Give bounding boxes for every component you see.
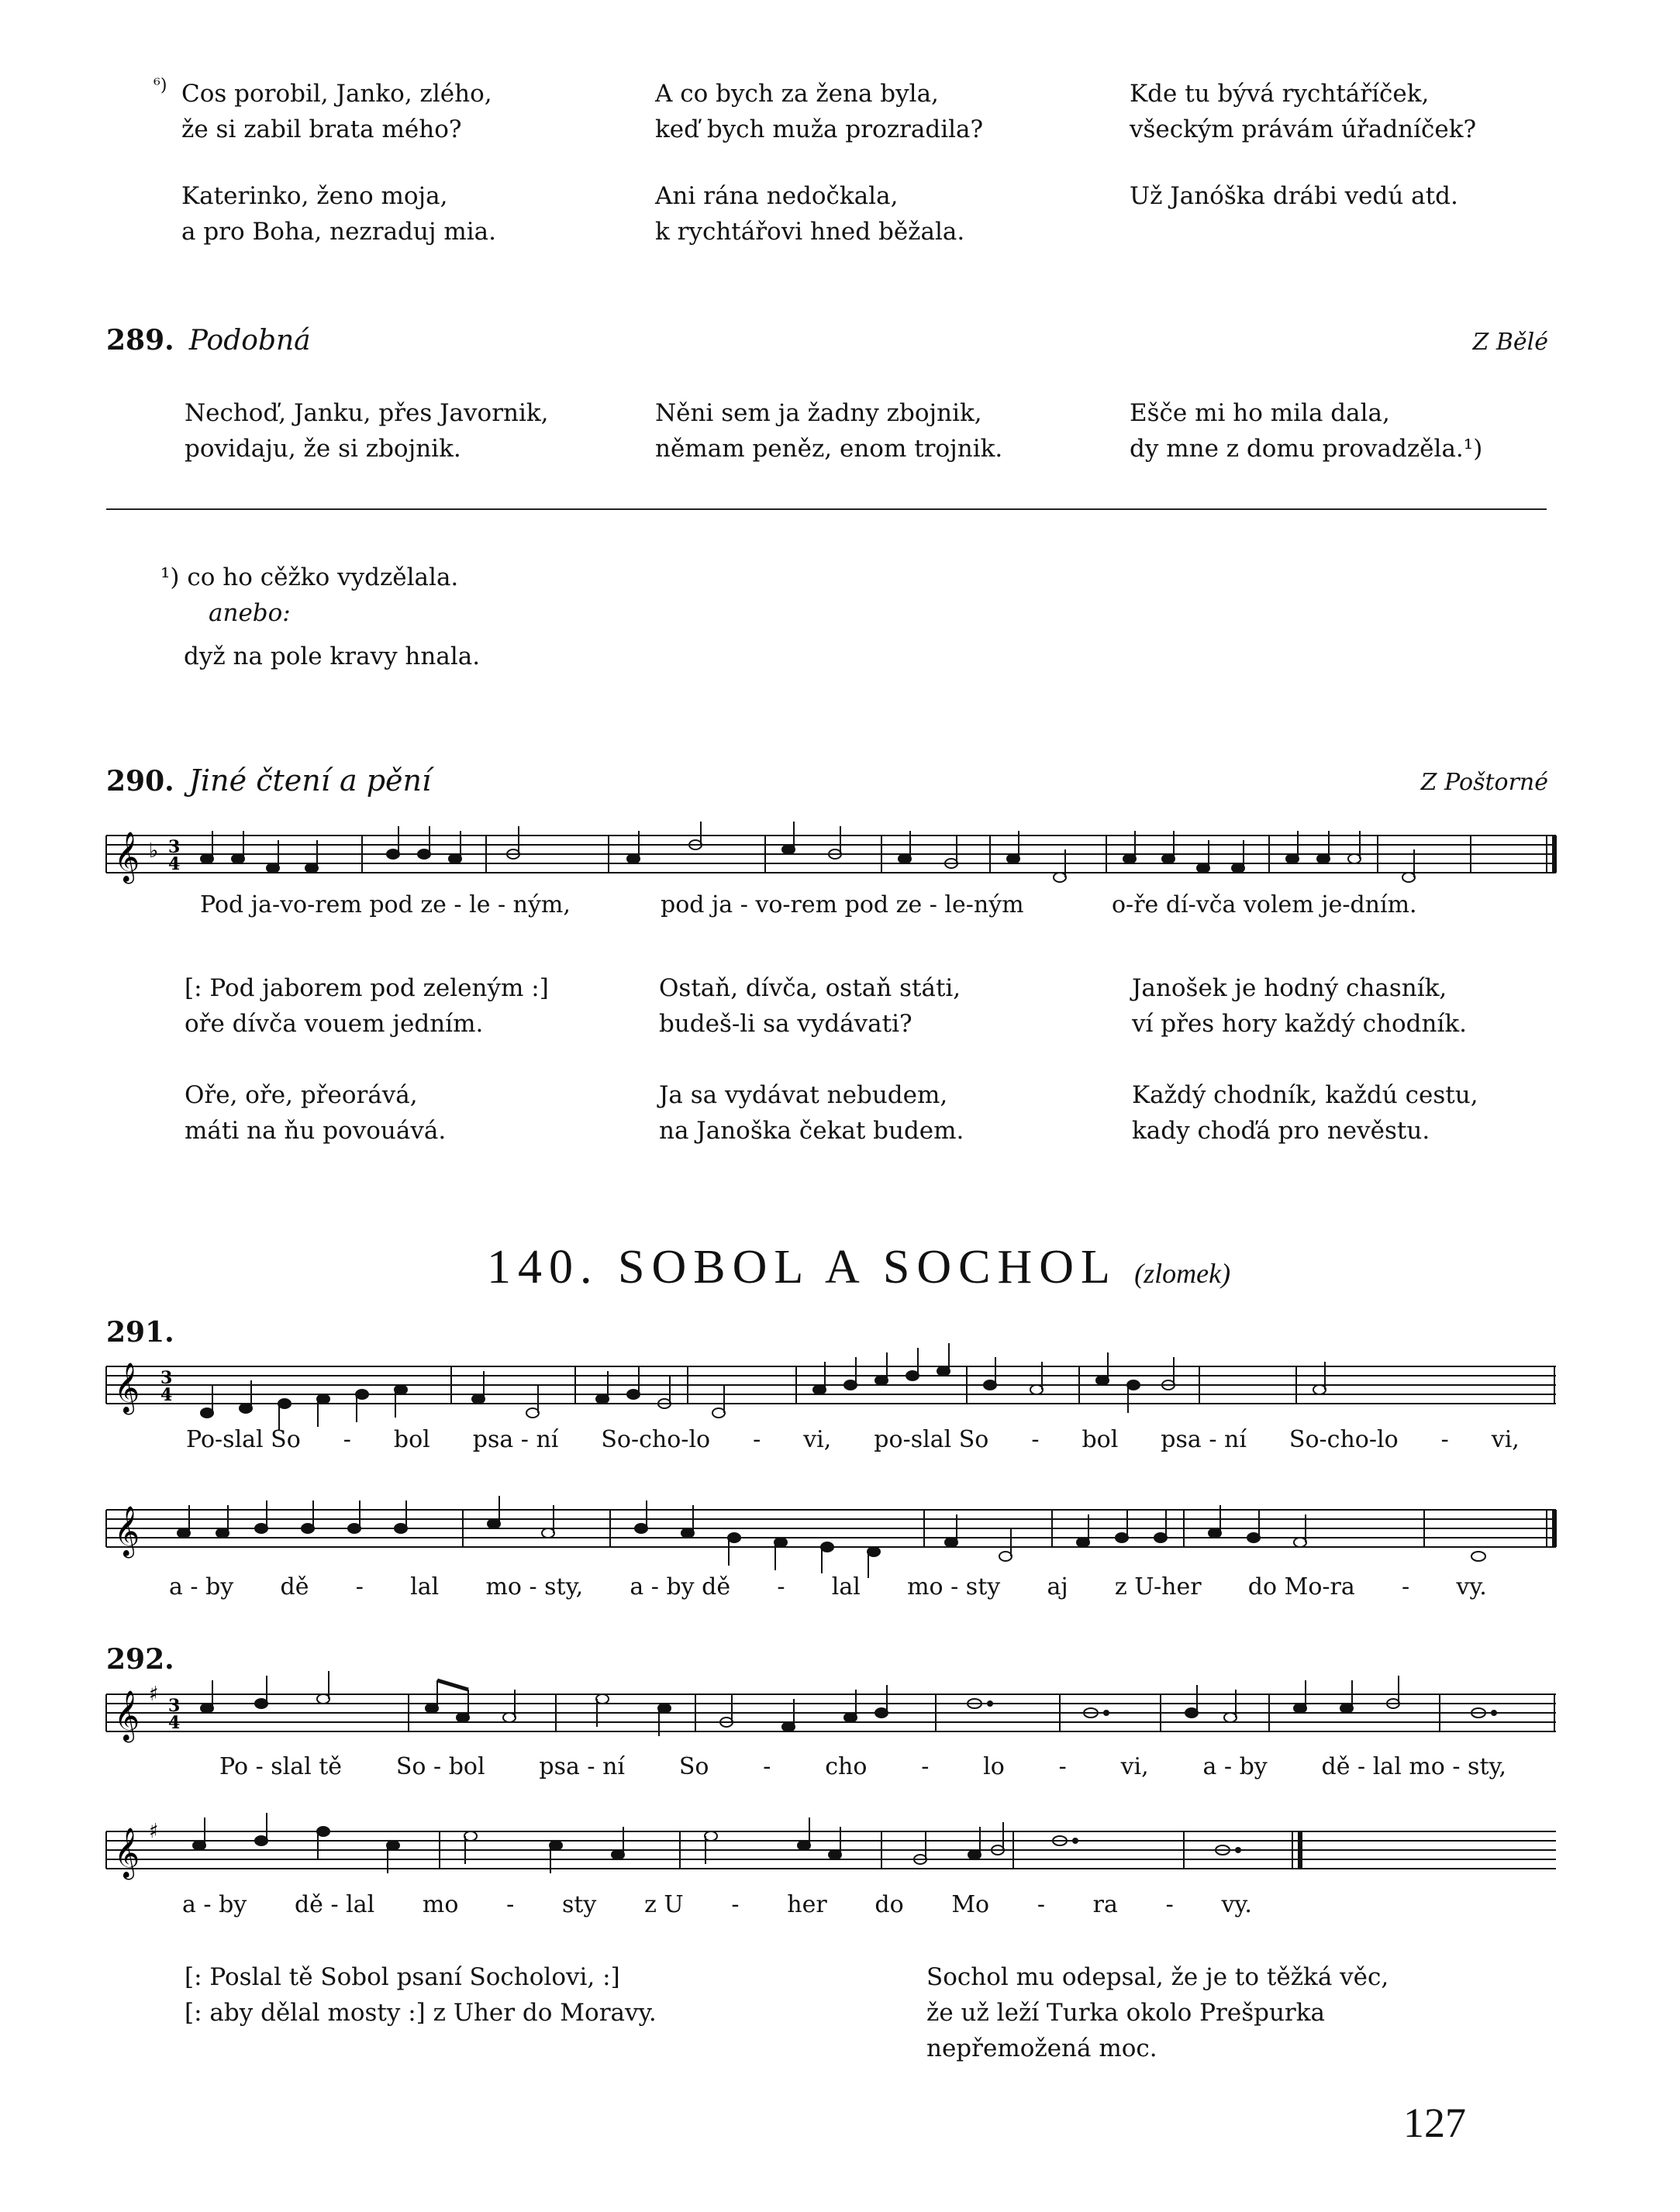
song-number: 291. <box>106 1316 174 1349</box>
verse-line: [: aby dělal mosty :] z Uher do Moravy. <box>185 1999 657 2027</box>
footnote-line: dyž na pole kravy hnala. <box>184 643 481 670</box>
stanza-289-2 <box>655 395 1002 467</box>
song-number: 292. <box>106 1643 174 1676</box>
svg-text:3: 3 <box>160 1368 173 1388</box>
verse-line: Janošek je hodný chasník, <box>1132 974 1447 1002</box>
lyrics-291-1 <box>186 1426 1520 1453</box>
chapter-title: 140. SOBOL A SOCHOL <box>487 1241 1116 1294</box>
verse-line: Už Janóška drábi vedú atd. <box>1130 182 1458 210</box>
svg-text:3: 3 <box>168 837 181 857</box>
lyric-syllable: po-slal So <box>874 1426 989 1453</box>
song-289-heading <box>106 324 311 357</box>
lyric-syllable: cho <box>825 1753 868 1780</box>
lyric-syllable: vi, <box>1491 1426 1520 1453</box>
lyric-syllable: mo <box>422 1891 459 1918</box>
lyric-syllable: - <box>1165 1891 1174 1918</box>
verse-line: Kde tu bývá rychtáříček, <box>1130 80 1430 108</box>
music-staff-292-2 <box>106 1817 1564 1903</box>
verse-line: že už leží Turka okolo Prešpurka <box>926 1999 1325 2027</box>
lyric-syllable: bol <box>393 1426 430 1453</box>
verse-line: kady choďá pro nevěstu. <box>1132 1117 1430 1145</box>
lyric-syllable: ra <box>1092 1891 1118 1918</box>
lyrics-290-2: pod ja - vo-rem pod ze - le-ným <box>661 891 1024 918</box>
song-number: 290. <box>106 765 174 798</box>
lyric-syllable: do <box>874 1891 904 1918</box>
lyric-syllable: a - by dě <box>630 1573 731 1600</box>
stanza-289-1 <box>185 395 549 467</box>
lyric-syllable: dě - lal <box>294 1891 375 1918</box>
lyric-syllable: bol <box>1081 1426 1119 1453</box>
footnote-mark: ⁶) <box>154 76 167 95</box>
footnote-alt: anebo: <box>209 599 291 627</box>
verse-line: Oře, oře, přeorává, <box>185 1081 418 1109</box>
treble-clef-icon: 𝄞 <box>114 1363 140 1413</box>
lyric-syllable: dě - lal mo - sty, <box>1321 1753 1506 1780</box>
lyric-syllable: sty <box>561 1891 597 1918</box>
stanza-290-1 <box>185 970 549 1149</box>
verse-line: ví přes hory každý chodník. <box>1132 1010 1468 1038</box>
verse-line: Ani rána nedočkala, <box>655 182 899 210</box>
lyric-syllable: do Mo-ra <box>1247 1573 1355 1600</box>
lyric-syllable: lal <box>410 1573 440 1600</box>
verse-line: všeckým právám úřadníček? <box>1130 115 1477 143</box>
verse-line: povidaju, že si zbojnik. <box>185 435 461 463</box>
lyric-syllable: - <box>1058 1753 1067 1780</box>
lyric-syllable: z U-her <box>1114 1573 1202 1600</box>
verse-line: Sochol mu odepsal, že je to těžká věc, <box>926 1963 1389 1991</box>
song-title: Podobná <box>188 325 311 357</box>
lyric-syllable: So - bol <box>395 1753 485 1780</box>
lyric-syllable: lal <box>831 1573 861 1600</box>
stanza-292-2 <box>926 1959 1389 2066</box>
verse-line: budeš-li sa vydávati? <box>659 1010 912 1038</box>
song-290-heading <box>106 763 431 798</box>
lyric-syllable: z U <box>644 1891 684 1918</box>
lyrics-290-1: Pod ja-vo-rem pod ze - le - ným, <box>200 891 571 918</box>
verse-line: Něni sem ja žadny zbojnik, <box>655 399 982 427</box>
lyric-syllable: - <box>753 1426 761 1453</box>
lyric-syllable: - <box>506 1891 515 1918</box>
lyric-syllable: - <box>1440 1426 1449 1453</box>
lyric-syllable: psa - ní <box>539 1753 625 1780</box>
song-title: Jiné čtení a pění <box>188 763 432 798</box>
svg-text:♭: ♭ <box>149 839 159 863</box>
lyric-syllable: - <box>1031 1426 1040 1453</box>
svg-text:3: 3 <box>168 1696 181 1716</box>
verse-line: na Janoška čekat budem. <box>659 1117 964 1145</box>
lyric-syllable: Po - slal tě <box>219 1753 343 1780</box>
lyric-syllable: So-cho-lo <box>601 1426 711 1453</box>
lyric-syllable: So <box>678 1753 709 1780</box>
stanza-290-2 <box>659 970 964 1149</box>
verse-line: dy mne z domu provadzěla.¹) <box>1130 435 1483 463</box>
lyric-syllable: - <box>343 1426 351 1453</box>
verse-line: oře dívča vouem jedním. <box>185 1010 484 1038</box>
verse-line: němam peněz, enom trojnik. <box>655 435 1003 463</box>
verse-line: nepřemožená moc. <box>926 2035 1157 2062</box>
song-source: Z Bělé <box>1472 329 1548 356</box>
footnote-divider <box>106 508 1547 510</box>
stanza-block-2 <box>655 76 983 250</box>
lyric-syllable: vy. <box>1221 1891 1252 1918</box>
verse-line: Ešče mi ho mila dala, <box>1130 399 1390 427</box>
chapter-subtitle: (zlomek) <box>1134 1258 1231 1289</box>
lyric-syllable: - <box>763 1753 771 1780</box>
verse-line: Nechoď, Janku, přes Javornik, <box>185 399 549 427</box>
svg-text:4: 4 <box>168 854 181 874</box>
svg-text:4: 4 <box>168 1713 181 1733</box>
lyric-syllable: a - by <box>169 1573 234 1600</box>
verse-line: keď bych muža prozradila? <box>655 115 984 143</box>
lyric-syllable: vy. <box>1456 1573 1487 1600</box>
lyric-syllable: So-cho-lo <box>1288 1426 1399 1453</box>
verse-line: a pro Boha, nezraduj mia. <box>181 218 496 246</box>
lyric-syllable: psa - ní <box>472 1426 559 1453</box>
lyric-syllable: dě <box>280 1573 309 1600</box>
lyric-syllable: - <box>921 1753 930 1780</box>
lyric-syllable: - <box>355 1573 364 1600</box>
lyric-syllable: Mo <box>951 1891 990 1918</box>
treble-clef-icon: 𝄞 <box>114 1828 140 1878</box>
lyric-syllable: mo - sty <box>907 1573 1001 1600</box>
lyric-syllable: mo - sty, <box>485 1573 584 1600</box>
music-staff-291-1 <box>106 1352 1564 1438</box>
lyrics-292-1 <box>219 1753 1506 1780</box>
verse-line: Katerinko, ženo moja, <box>181 182 448 210</box>
footnote-line: ¹) co ho cěžko vydzělala. <box>160 563 459 591</box>
verse-line: A co bych za žena byla, <box>655 80 939 108</box>
stanza-289-3 <box>1130 395 1482 467</box>
verse-line: že si zabil brata mého? <box>181 115 462 143</box>
lyric-syllable: lo <box>983 1753 1005 1780</box>
lyric-syllable: psa - ní <box>1161 1426 1247 1453</box>
lyrics-290-3: o-ře dí-vča volem je-dním. <box>1112 891 1417 918</box>
lyric-syllable: a - by <box>182 1891 247 1918</box>
stanza-292-1 <box>185 1959 657 2031</box>
verse-line: [: Pod jaborem pod zeleným :] <box>185 974 549 1002</box>
lyric-syllable: - <box>1037 1891 1045 1918</box>
stanza-290-3 <box>1132 970 1478 1149</box>
verse-line: Ostaň, dívča, ostaň státi, <box>659 974 961 1002</box>
treble-clef-icon: 𝄞 <box>114 1506 140 1556</box>
lyric-syllable: vi, <box>803 1426 832 1453</box>
verse-line: Každý chodník, každú cestu, <box>1132 1081 1478 1109</box>
page-number: 127 <box>1403 2100 1466 2146</box>
song-number: 289. <box>106 324 174 357</box>
chapter-heading <box>487 1240 1230 1295</box>
svg-text:♯: ♯ <box>149 1683 159 1706</box>
lyric-syllable: aj <box>1047 1573 1068 1600</box>
lyric-syllable: Po-slal So <box>186 1426 301 1453</box>
lyric-syllable: a - by <box>1202 1753 1268 1780</box>
lyric-syllable: - <box>777 1573 785 1600</box>
song-source: Z Poštorné <box>1420 769 1548 796</box>
lyric-syllable: - <box>1402 1573 1410 1600</box>
lyric-syllable: vi, <box>1120 1753 1149 1780</box>
lyrics-292-2 <box>182 1891 1252 1918</box>
svg-text:4: 4 <box>160 1385 173 1405</box>
stanza-block-3 <box>1130 76 1476 214</box>
verse-line: [: Poslal tě Sobol psaní Socholovi, :] <box>185 1963 620 1991</box>
verse-line: k rychtářovi hned běžala. <box>655 218 965 246</box>
lyric-syllable: - <box>731 1891 740 1918</box>
lyric-syllable: her <box>787 1891 827 1918</box>
stanza-block-1 <box>155 76 496 250</box>
lyrics-291-2 <box>169 1573 1487 1600</box>
treble-clef-icon: 𝄞 <box>114 1690 140 1741</box>
svg-text:♯: ♯ <box>149 1820 159 1843</box>
verse-line: Ja sa vydávat nebudem, <box>659 1081 948 1109</box>
verse-line: máti na ňu povouává. <box>185 1117 447 1145</box>
footnote <box>160 560 480 674</box>
verse-line: Cos porobil, Janko, zlého, <box>181 80 492 108</box>
treble-clef-icon: 𝄞 <box>114 832 140 882</box>
